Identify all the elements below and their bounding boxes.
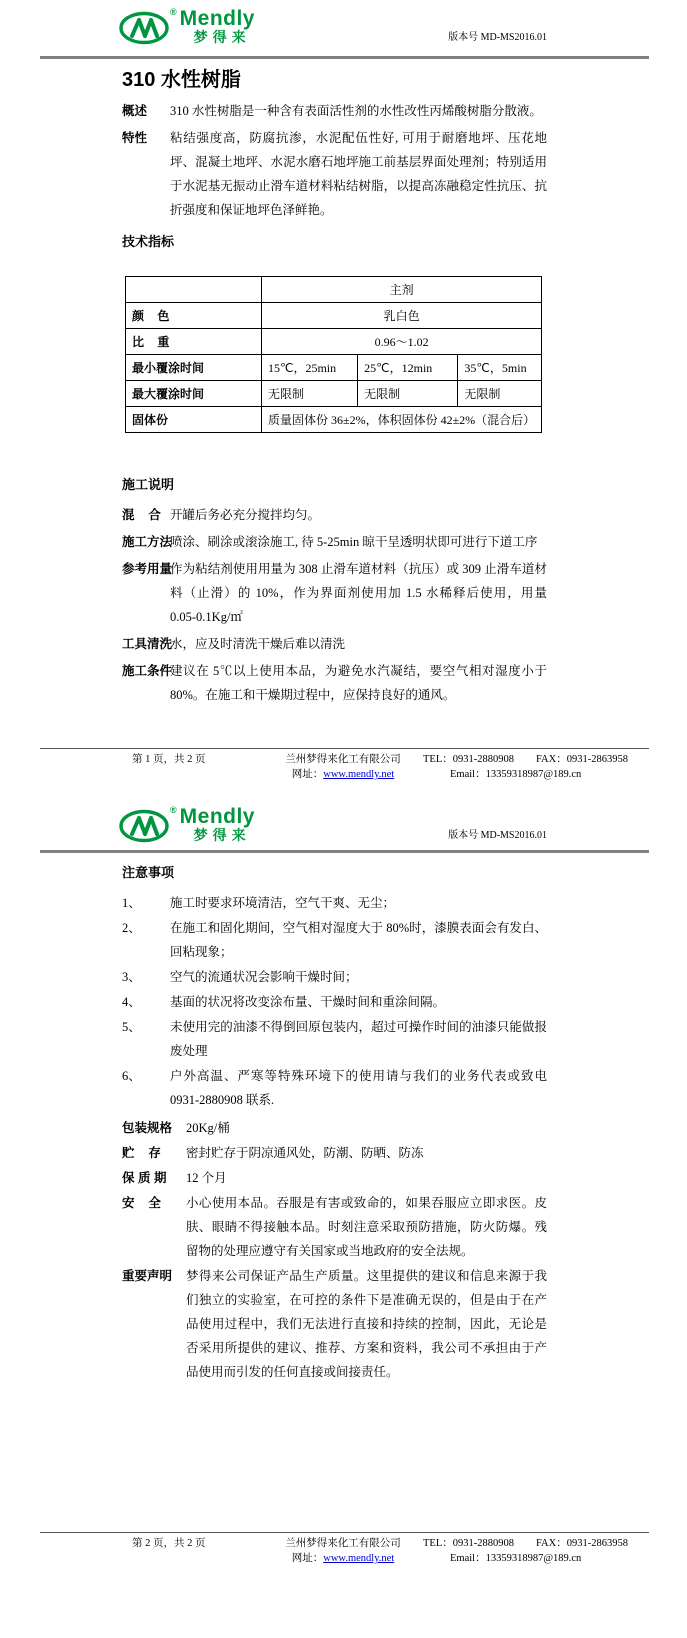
spec-table-agent-header: 主剂 bbox=[262, 277, 542, 303]
registered-mark-icon: ® bbox=[170, 805, 177, 815]
item-text: 空气的流通状况会影响干燥时间； bbox=[170, 970, 358, 984]
page-header bbox=[0, 790, 687, 853]
spec-table bbox=[125, 276, 542, 433]
page-title: 310 水性树脂 bbox=[122, 69, 241, 91]
packaging-label: 包装规格 bbox=[122, 1121, 173, 1135]
overview-label: 概述 bbox=[122, 104, 148, 118]
packaging-row bbox=[122, 1116, 547, 1140]
overview-row bbox=[122, 99, 547, 123]
header-rule bbox=[40, 56, 649, 59]
item-text: 施工时要求环境清洁，空气干爽、无尘； bbox=[170, 896, 396, 910]
precautions-heading: 注意事项 bbox=[122, 865, 175, 880]
min-recoat-35c-cell: 35℃，5min bbox=[458, 355, 542, 381]
solids-value-cell: 质量固体份 36±2%，体积固体份 42±2%（混合后） bbox=[262, 407, 542, 433]
brand-wordmark-cn: 梦得来 bbox=[193, 29, 251, 45]
color-label-cell: 颜 色 bbox=[126, 303, 262, 329]
product-info-rows bbox=[122, 1116, 547, 1384]
safety-text: 小心使用本品。吞服是有害或致命的，如果吞服应立即求医。皮肤、眼睛不得接触本品。时刻注意采取预防措施，防火防爆。残留物的处理应遵守有关国家或当地政府的安全法规。 bbox=[186, 1196, 547, 1258]
disclaimer-text: 梦得来公司保证产品生产质量。这里提供的建议和信息来源于我们独立的实验室，在可控的条件下是准确无误的，但是由于在产品使用过程中，我们无法进行直接和持续的控制，因此，无论是否采用所提供的建议、推荐、方案和资料，我公司不承担由于产品使用而引发的任何直接或间接责任。 bbox=[186, 1269, 547, 1379]
page-1-footer bbox=[0, 748, 687, 782]
mixing-label: 混 合 bbox=[122, 508, 161, 522]
item-text: 未使用完的油漆不得倒回原包装内，超过可操作时间的油漆只能做报废处理 bbox=[170, 1020, 547, 1058]
website-link[interactable]: www.mendly.net bbox=[323, 1553, 395, 1564]
page-2 bbox=[0, 790, 687, 1638]
version-label: 版本号 MD-MS2016.01 bbox=[448, 830, 547, 841]
color-value-cell: 乳白色 bbox=[262, 303, 542, 329]
min-recoat-25c-cell: 25℃，12min bbox=[358, 355, 458, 381]
brand-wordmark-cn: 梦得来 bbox=[193, 827, 251, 843]
construction-rows bbox=[122, 503, 547, 707]
item-number: 3、 bbox=[122, 970, 141, 984]
page-2-footer bbox=[0, 1532, 687, 1566]
page-2-body bbox=[122, 861, 547, 1384]
storage-label: 贮 存 bbox=[122, 1146, 161, 1160]
footer-rule bbox=[40, 1532, 649, 1533]
email-address: Email：13359318987@189.cn bbox=[450, 1553, 582, 1564]
page-number-info: 第 2 页，共 2 页 bbox=[132, 1538, 206, 1549]
fax-number: FAX：0931-2863958 bbox=[536, 754, 628, 765]
email-address: Email：13359318987@189.cn bbox=[450, 769, 582, 780]
disclaimer-row bbox=[122, 1264, 547, 1384]
item-text: 在施工和固化期间，空气相对湿度大于 80%时，漆膜表面会有发白、回粘现象； bbox=[170, 921, 547, 959]
max-recoat-25c-cell: 无限制 bbox=[358, 381, 458, 407]
list-item bbox=[122, 1015, 547, 1063]
list-item bbox=[122, 965, 547, 989]
version-label: 版本号 MD-MS2016.01 bbox=[448, 32, 547, 43]
mixing-row bbox=[122, 503, 547, 527]
fax-number: FAX：0931-2863958 bbox=[536, 1538, 628, 1549]
company-name: 兰州梦得来化工有限公司 bbox=[285, 754, 401, 765]
list-item bbox=[122, 891, 547, 915]
header-rule bbox=[40, 850, 649, 853]
max-recoat-35c-cell: 无限制 bbox=[458, 381, 542, 407]
website-label: 网址： bbox=[291, 1553, 324, 1564]
shelf-life-label: 保 质 期 bbox=[122, 1171, 167, 1185]
item-number: 6、 bbox=[122, 1069, 141, 1083]
item-text: 基面的状况将改变涂布量、干燥时间和重涂间隔。 bbox=[170, 995, 446, 1009]
tech-indicators-heading: 技术指标 bbox=[122, 234, 175, 249]
features-text: 粘结强度高，防腐抗渗，水泥配伍性好, 可用于耐磨地坪、压花地坪、混凝土地坪、水泥水磨石地坪施工前基层界面处理剂；特别适用于水泥基无振动止滑车道材料粘结树脂，以提高冻融稳定性抗压、抗折强度和保证地坪色泽鲜艳。 bbox=[170, 131, 547, 217]
conditions-label: 施工条件 bbox=[122, 664, 173, 678]
tel-number: TEL：0931-2880908 bbox=[423, 1538, 514, 1549]
page-number-info: 第 1 页，共 2 页 bbox=[132, 754, 206, 765]
safety-label: 安 全 bbox=[122, 1196, 161, 1210]
mixing-text: 开罐后务必充分搅拌均匀。 bbox=[170, 508, 321, 522]
list-item bbox=[122, 990, 547, 1014]
max-recoat-label-cell: 最大覆涂时间 bbox=[126, 381, 262, 407]
features-row bbox=[122, 126, 547, 222]
table-row bbox=[126, 381, 542, 407]
table-row bbox=[126, 303, 542, 329]
shelf-life-text: 12 个月 bbox=[186, 1171, 227, 1185]
table-row bbox=[126, 407, 542, 433]
item-number: 2、 bbox=[122, 921, 141, 935]
item-number: 1、 bbox=[122, 896, 141, 910]
dosage-label: 参考用量 bbox=[122, 562, 173, 576]
page-1 bbox=[0, 0, 687, 790]
dosage-row bbox=[122, 557, 547, 629]
max-recoat-15c-cell: 无限制 bbox=[262, 381, 358, 407]
method-row bbox=[122, 530, 547, 554]
min-recoat-label-cell: 最小覆涂时间 bbox=[126, 355, 262, 381]
brand-wordmark: Mendly bbox=[179, 805, 255, 828]
page-header bbox=[0, 0, 687, 59]
item-text: 户外高温、严寒等特殊环境下的使用请与我们的业务代表或致电 0931-2880908 联系. bbox=[170, 1069, 547, 1107]
precautions-list bbox=[122, 891, 547, 1112]
method-label: 施工方法 bbox=[122, 535, 173, 549]
website-link[interactable]: www.mendly.net bbox=[323, 769, 395, 780]
list-item bbox=[122, 1064, 547, 1112]
dosage-text: 作为粘结剂使用用量为 308 止滑车道材料（抗压）或 309 止滑车道材料（止滑）的 10%，作为界面剂使用加 1.5 水稀释后使用，用量 0.05-0.1Kg/㎡ bbox=[170, 562, 547, 624]
construction-heading: 施工说明 bbox=[122, 477, 175, 492]
website-label: 网址： bbox=[291, 769, 324, 780]
table-row bbox=[126, 277, 542, 303]
conditions-row bbox=[122, 659, 547, 707]
mendly-logo bbox=[118, 8, 255, 46]
item-number: 5、 bbox=[122, 1020, 141, 1034]
spec-table-corner-cell bbox=[126, 277, 262, 303]
tel-number: TEL：0931-2880908 bbox=[423, 754, 514, 765]
disclaimer-label: 重要声明 bbox=[122, 1269, 173, 1283]
tool-cleaning-label: 工具清洗 bbox=[122, 637, 173, 651]
page-1-body bbox=[122, 67, 547, 707]
shelf-life-row bbox=[122, 1166, 547, 1190]
registered-mark-icon: ® bbox=[170, 7, 177, 17]
overview-text: 310 水性树脂是一种含有表面活性剂的水性改性丙烯酸树脂分散液。 bbox=[170, 104, 542, 118]
safety-row bbox=[122, 1191, 547, 1263]
mendly-logo-icon bbox=[118, 806, 174, 844]
table-row bbox=[126, 355, 542, 381]
tool-cleaning-row bbox=[122, 632, 547, 656]
storage-text: 密封贮存于阴凉通风处，防潮、防晒、防冻 bbox=[186, 1146, 424, 1160]
list-item bbox=[122, 916, 547, 964]
method-text: 喷涂、刷涂或滚涂施工, 待 5-25min 晾干呈透明状即可进行下道工序 bbox=[170, 535, 538, 549]
solids-label-cell: 固体份 bbox=[126, 407, 262, 433]
footer-rule bbox=[40, 748, 649, 749]
brand-wordmark: Mendly bbox=[179, 7, 255, 30]
item-number: 4、 bbox=[122, 995, 141, 1009]
features-label: 特性 bbox=[122, 131, 148, 145]
mendly-logo-icon bbox=[118, 8, 174, 46]
conditions-text: 建议在 5℃以上使用本品，为避免水汽凝结，要空气相对湿度小于 80%。在施工和干燥期过程中，应保持良好的通风。 bbox=[170, 664, 547, 702]
gravity-value-cell: 0.96～1.02 bbox=[262, 329, 542, 355]
tool-cleaning-text: 水，应及时清洗干燥后难以清洗 bbox=[170, 637, 346, 651]
gravity-label-cell: 比 重 bbox=[126, 329, 262, 355]
packaging-text: 20Kg/桶 bbox=[186, 1121, 230, 1135]
company-name: 兰州梦得来化工有限公司 bbox=[285, 1538, 401, 1549]
min-recoat-15c-cell: 15℃，25min bbox=[262, 355, 358, 381]
mendly-logo bbox=[118, 806, 255, 844]
table-row bbox=[126, 329, 542, 355]
storage-row bbox=[122, 1141, 547, 1165]
